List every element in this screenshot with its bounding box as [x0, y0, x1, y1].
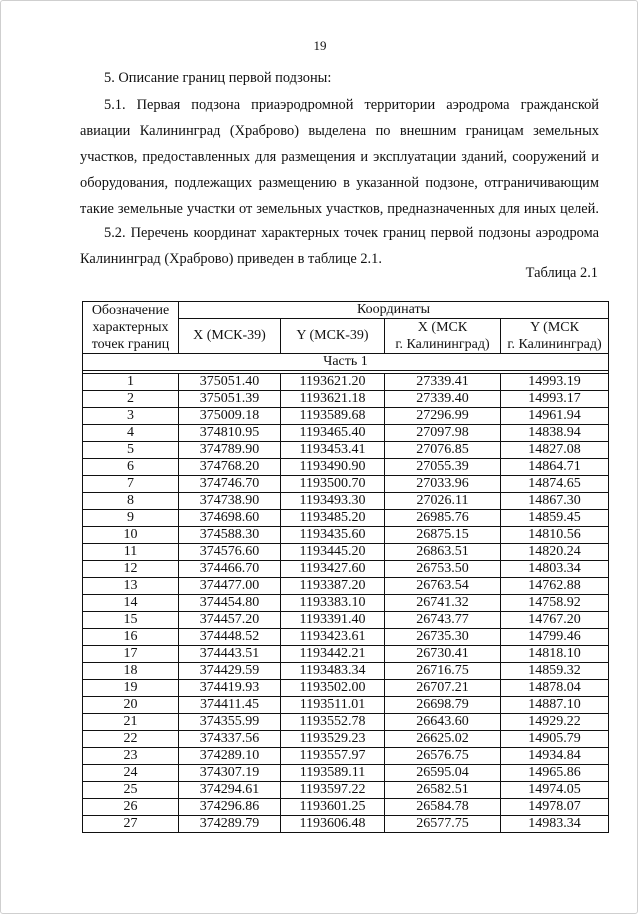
x-city-value: 26643.60: [385, 714, 501, 731]
y-msk-value: 1193435.60: [281, 527, 385, 544]
table-row: [83, 408, 609, 425]
page-number: 19: [313, 38, 327, 53]
header-line: г. Калининград): [395, 337, 490, 352]
x-city-value: 26595.04: [385, 765, 501, 782]
y-city-value: 14859.32: [501, 663, 609, 680]
x-msk-value: 374466.70: [179, 561, 281, 578]
x-msk-value: 374789.90: [179, 442, 281, 459]
y-msk-value: 1193387.20: [281, 578, 385, 595]
table-row: [83, 476, 609, 493]
header-y-msk: Y (МСК-39): [281, 319, 385, 354]
y-city-value: 14993.17: [501, 391, 609, 408]
x-city-value: 26743.77: [385, 612, 501, 629]
header-line: Обозначение: [91, 303, 170, 318]
y-city-value: 14864.71: [501, 459, 609, 476]
x-msk-value: 375051.40: [179, 374, 281, 391]
y-city-value: 14905.79: [501, 731, 609, 748]
paragraph-5-1: [80, 92, 599, 222]
point-number: 4: [83, 425, 179, 442]
point-number: 9: [83, 510, 179, 527]
point-number: 3: [83, 408, 179, 425]
x-msk-value: 374768.20: [179, 459, 281, 476]
point-number: 7: [83, 476, 179, 493]
x-city-value: 26763.54: [385, 578, 501, 595]
table-row: [83, 731, 609, 748]
x-city-value: 27097.98: [385, 425, 501, 442]
y-msk-value: 1193589.11: [281, 765, 385, 782]
y-city-value: 14803.34: [501, 561, 609, 578]
x-msk-value: 374588.30: [179, 527, 281, 544]
x-city-value: 26730.41: [385, 646, 501, 663]
table-row: [83, 374, 609, 391]
table-row: [83, 391, 609, 408]
table-row: [83, 510, 609, 527]
x-city-value: 26875.15: [385, 527, 501, 544]
y-msk-value: 1193606.48: [281, 816, 385, 833]
y-msk-value: 1193445.20: [281, 544, 385, 561]
paragraph-line: такие земельные участки от земельных участков, предназначенных для иных целей.: [80, 201, 599, 217]
x-city-value: 27033.96: [385, 476, 501, 493]
y-msk-value: 1193589.68: [281, 408, 385, 425]
table-row: [83, 748, 609, 765]
point-number: 17: [83, 646, 179, 663]
y-msk-value: 1193500.70: [281, 476, 385, 493]
point-number: 25: [83, 782, 179, 799]
header-line: точек границ: [91, 337, 170, 352]
header-line: характерных: [92, 320, 169, 335]
x-msk-value: 374457.20: [179, 612, 281, 629]
y-msk-value: 1193442.21: [281, 646, 385, 663]
header-y-city: [501, 319, 609, 354]
y-msk-value: 1193557.97: [281, 748, 385, 765]
x-msk-value: 374294.61: [179, 782, 281, 799]
point-number: 5: [83, 442, 179, 459]
table-row: [83, 612, 609, 629]
paragraph-line: 5.2. Перечень координат характерных точек границ первой подзоны аэродрома: [104, 225, 599, 241]
paragraph-5-2: [80, 220, 599, 272]
y-city-value: 14983.34: [501, 816, 609, 833]
point-number: 16: [83, 629, 179, 646]
point-number: 2: [83, 391, 179, 408]
point-number: 10: [83, 527, 179, 544]
y-msk-value: 1193621.18: [281, 391, 385, 408]
point-number: 23: [83, 748, 179, 765]
header-coordinates: Координаты: [179, 302, 609, 319]
coordinates-table: [82, 301, 609, 833]
table-row: [83, 544, 609, 561]
table-row: [83, 578, 609, 595]
y-city-value: 14859.45: [501, 510, 609, 527]
x-city-value: 26576.75: [385, 748, 501, 765]
y-city-value: 14820.24: [501, 544, 609, 561]
y-msk-value: 1193453.41: [281, 442, 385, 459]
y-msk-value: 1193465.40: [281, 425, 385, 442]
y-msk-value: 1193423.61: [281, 629, 385, 646]
table-row: [83, 816, 609, 833]
point-number: 22: [83, 731, 179, 748]
x-msk-value: 374698.60: [179, 510, 281, 527]
table-label: Таблица 2.1: [525, 265, 598, 281]
point-number: 13: [83, 578, 179, 595]
x-city-value: 26735.30: [385, 629, 501, 646]
y-msk-value: 1193511.01: [281, 697, 385, 714]
point-number: 1: [83, 374, 179, 391]
y-city-value: 14878.04: [501, 680, 609, 697]
point-number: 12: [83, 561, 179, 578]
x-city-value: 26863.51: [385, 544, 501, 561]
table-row: [83, 714, 609, 731]
point-number: 26: [83, 799, 179, 816]
x-city-value: 26582.51: [385, 782, 501, 799]
y-msk-value: 1193529.23: [281, 731, 385, 748]
x-msk-value: 374443.51: [179, 646, 281, 663]
x-msk-value: 374337.56: [179, 731, 281, 748]
paragraph-line: авиации Калининград (Храброво) выделена по внешним границам земельных: [80, 123, 599, 139]
x-msk-value: 374419.93: [179, 680, 281, 697]
y-city-value: 14887.10: [501, 697, 609, 714]
table-row: [83, 680, 609, 697]
y-msk-value: 1193493.30: [281, 493, 385, 510]
x-msk-value: 374448.52: [179, 629, 281, 646]
table-row: [83, 765, 609, 782]
paragraph-line: Калининград (Храброво) приведен в таблице 2.1.: [80, 251, 382, 267]
paragraph-line: оборудования, подлежащих размещению в указанной подзоне, отграничивающим: [80, 175, 599, 191]
part-label: Часть 1: [83, 354, 609, 371]
x-city-value: 26741.32: [385, 595, 501, 612]
y-msk-value: 1193483.34: [281, 663, 385, 680]
x-city-value: 26753.50: [385, 561, 501, 578]
table-row: [83, 646, 609, 663]
header-line: г. Калининград): [507, 337, 602, 352]
table-row: [83, 697, 609, 714]
x-city-value: 27026.11: [385, 493, 501, 510]
point-number: 14: [83, 595, 179, 612]
x-city-value: 27055.39: [385, 459, 501, 476]
x-city-value: 26985.76: [385, 510, 501, 527]
point-number: 11: [83, 544, 179, 561]
y-city-value: 14965.86: [501, 765, 609, 782]
y-msk-value: 1193427.60: [281, 561, 385, 578]
y-msk-value: 1193485.20: [281, 510, 385, 527]
y-msk-value: 1193597.22: [281, 782, 385, 799]
y-city-value: 14758.92: [501, 595, 609, 612]
x-city-value: 26577.75: [385, 816, 501, 833]
y-city-value: 14867.30: [501, 493, 609, 510]
paragraph-line: участков, предоставленных для размещения и эксплуатации зданий, сооружений и: [80, 149, 599, 165]
header-line: X (МСК: [417, 320, 468, 335]
point-number: 21: [83, 714, 179, 731]
y-city-value: 14934.84: [501, 748, 609, 765]
point-number: 8: [83, 493, 179, 510]
x-msk-value: 374429.59: [179, 663, 281, 680]
y-city-value: 14767.20: [501, 612, 609, 629]
y-city-value: 14993.19: [501, 374, 609, 391]
x-city-value: 26584.78: [385, 799, 501, 816]
y-msk-value: 1193502.00: [281, 680, 385, 697]
header-x-msk: X (МСК-39): [179, 319, 281, 354]
table-row: [83, 442, 609, 459]
y-msk-value: 1193383.10: [281, 595, 385, 612]
y-city-value: 14827.08: [501, 442, 609, 459]
table-row: [83, 493, 609, 510]
y-msk-value: 1193552.78: [281, 714, 385, 731]
x-msk-value: 374746.70: [179, 476, 281, 493]
x-city-value: 27076.85: [385, 442, 501, 459]
x-msk-value: 374289.10: [179, 748, 281, 765]
paragraph-line: 5.1. Первая подзона приаэродромной территории аэродрома гражданской: [104, 97, 599, 113]
y-city-value: 14810.56: [501, 527, 609, 544]
x-city-value: 26716.75: [385, 663, 501, 680]
y-msk-value: 1193490.90: [281, 459, 385, 476]
point-number: 24: [83, 765, 179, 782]
y-city-value: 14978.07: [501, 799, 609, 816]
y-city-value: 14762.88: [501, 578, 609, 595]
point-number: 6: [83, 459, 179, 476]
x-msk-value: 374576.60: [179, 544, 281, 561]
x-msk-value: 374454.80: [179, 595, 281, 612]
y-msk-value: 1193621.20: [281, 374, 385, 391]
x-msk-value: 375051.39: [179, 391, 281, 408]
x-msk-value: 374296.86: [179, 799, 281, 816]
x-city-value: 27296.99: [385, 408, 501, 425]
x-city-value: 26707.21: [385, 680, 501, 697]
point-number: 20: [83, 697, 179, 714]
point-number: 15: [83, 612, 179, 629]
table-row: [83, 425, 609, 442]
x-msk-value: 374477.00: [179, 578, 281, 595]
x-city-value: 26625.02: [385, 731, 501, 748]
point-number: 18: [83, 663, 179, 680]
header-x-city: [385, 319, 501, 354]
table-row: [83, 629, 609, 646]
x-msk-value: 374738.90: [179, 493, 281, 510]
x-city-value: 27339.40: [385, 391, 501, 408]
header-point-designation: [83, 302, 179, 354]
y-city-value: 14961.94: [501, 408, 609, 425]
y-city-value: 14799.46: [501, 629, 609, 646]
table-row: [83, 561, 609, 578]
point-number: 27: [83, 816, 179, 833]
x-msk-value: 375009.18: [179, 408, 281, 425]
section-heading: 5. Описание границ первой подзоны:: [104, 70, 332, 86]
table-row: [83, 527, 609, 544]
point-number: 19: [83, 680, 179, 697]
x-city-value: 27339.41: [385, 374, 501, 391]
y-msk-value: 1193391.40: [281, 612, 385, 629]
x-city-value: 26698.79: [385, 697, 501, 714]
table-row: [83, 799, 609, 816]
y-city-value: 14929.22: [501, 714, 609, 731]
y-city-value: 14874.65: [501, 476, 609, 493]
x-msk-value: 374810.95: [179, 425, 281, 442]
header-line: Y (МСК: [530, 320, 579, 335]
x-msk-value: 374411.45: [179, 697, 281, 714]
y-city-value: 14818.10: [501, 646, 609, 663]
x-msk-value: 374289.79: [179, 816, 281, 833]
y-city-value: 14838.94: [501, 425, 609, 442]
table-row: [83, 595, 609, 612]
y-city-value: 14974.05: [501, 782, 609, 799]
table-row: [83, 663, 609, 680]
x-msk-value: 374307.19: [179, 765, 281, 782]
table-row: [83, 782, 609, 799]
x-msk-value: 374355.99: [179, 714, 281, 731]
table-row: [83, 459, 609, 476]
y-msk-value: 1193601.25: [281, 799, 385, 816]
